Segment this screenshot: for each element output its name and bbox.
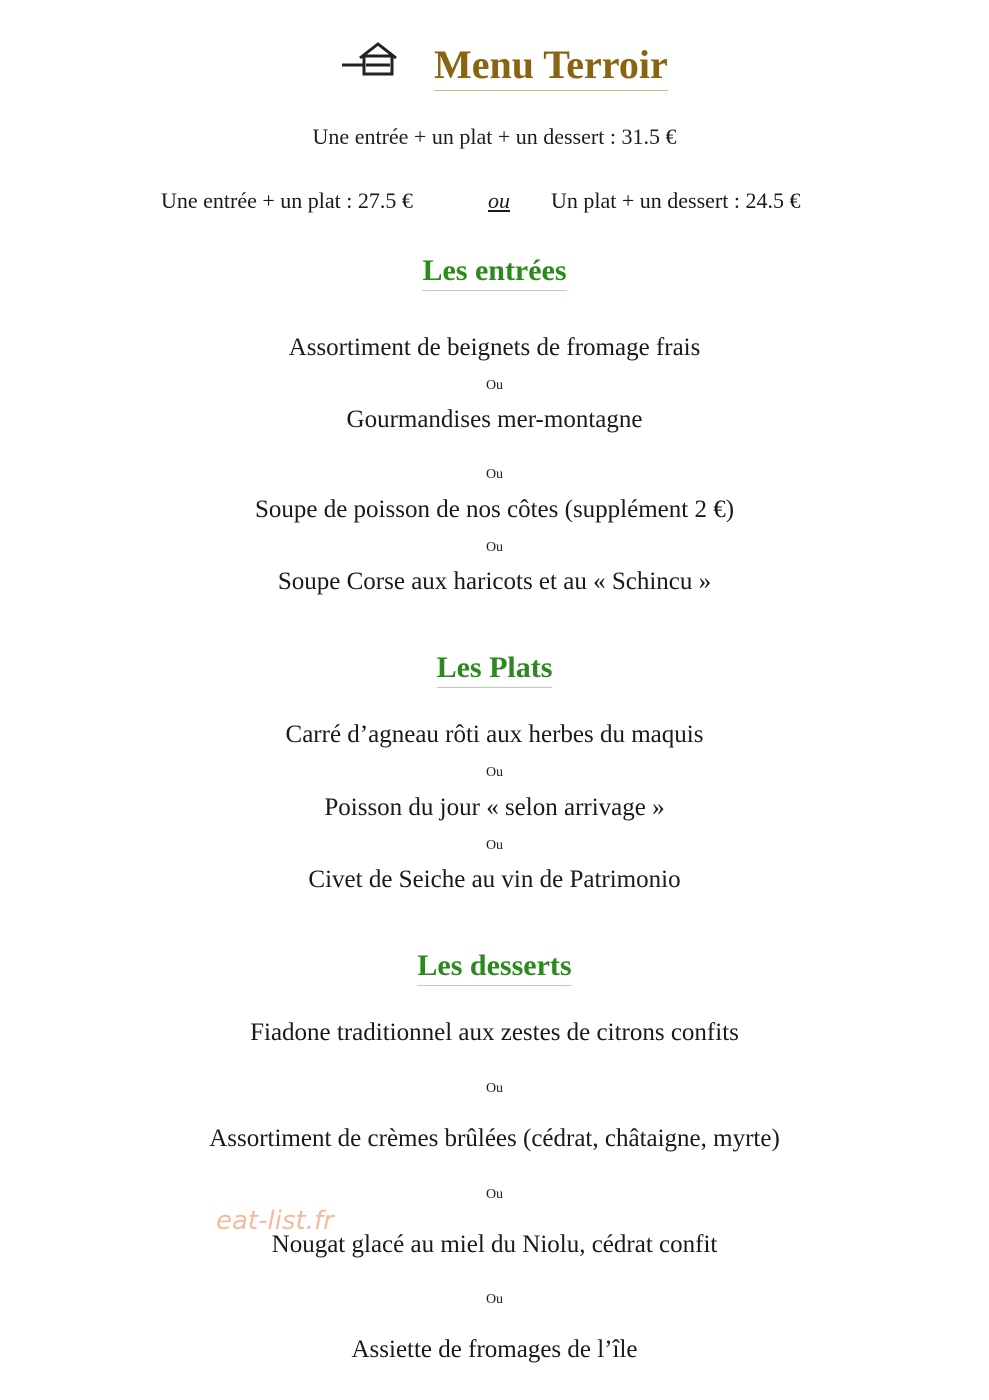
menu-item: Soupe Corse aux haricots et au « Schincu » [277, 568, 712, 595]
price-main-dessert: Un plat + un dessert : 24.5 € [551, 188, 801, 213]
section-title-entrees: Les entrées [0, 254, 989, 288]
menu-item: Soupe de poisson de nos côtes (supplément 2 €) [254, 496, 735, 523]
menu-item: Carré d’agneau rôti aux herbes du maquis [285, 721, 704, 748]
section-title-plats: Les Plats [0, 651, 989, 685]
menu-item: Civet de Seiche au vin de Patrimonio [308, 866, 681, 893]
or-separator: Ou [485, 838, 504, 853]
menu-item: Assiette de fromages de l’île [351, 1336, 638, 1363]
menu-item: Gourmandises mer-montagne [346, 406, 643, 433]
section-title-desserts: Les desserts [0, 949, 989, 983]
or-separator: Ou [485, 1187, 504, 1202]
price-starter-main: Une entrée + un plat : 27.5 € [161, 188, 413, 213]
or-separator: Ou [485, 467, 504, 482]
menu-item: Poisson du jour « selon arrivage » [324, 794, 665, 821]
or-separator: Ou [485, 378, 504, 393]
price-separator: ou [488, 188, 510, 213]
or-separator: Ou [485, 765, 504, 780]
menu-item: Fiadone traditionnel aux zestes de citrons confits [250, 1019, 739, 1046]
price-full-menu: Une entrée + un plat + un dessert : 31.5 € [312, 124, 677, 149]
price-options-row [0, 188, 989, 222]
menu-item: Assortiment de crèmes brûlées (cédrat, châtaigne, myrte) [209, 1125, 780, 1152]
house-icon [340, 38, 400, 78]
watermark: eat-list.fr [216, 1206, 334, 1236]
or-separator: Ou [485, 1292, 504, 1307]
menu-item: Assortiment de beignets de fromage frais [288, 334, 701, 361]
menu-item: Nougat glacé au miel du Niolu, cédrat confit [271, 1231, 718, 1258]
page-title: Menu Terroir [434, 42, 668, 91]
or-separator: Ou [485, 540, 504, 555]
menu-header [0, 34, 989, 98]
or-separator: Ou [485, 1081, 504, 1096]
